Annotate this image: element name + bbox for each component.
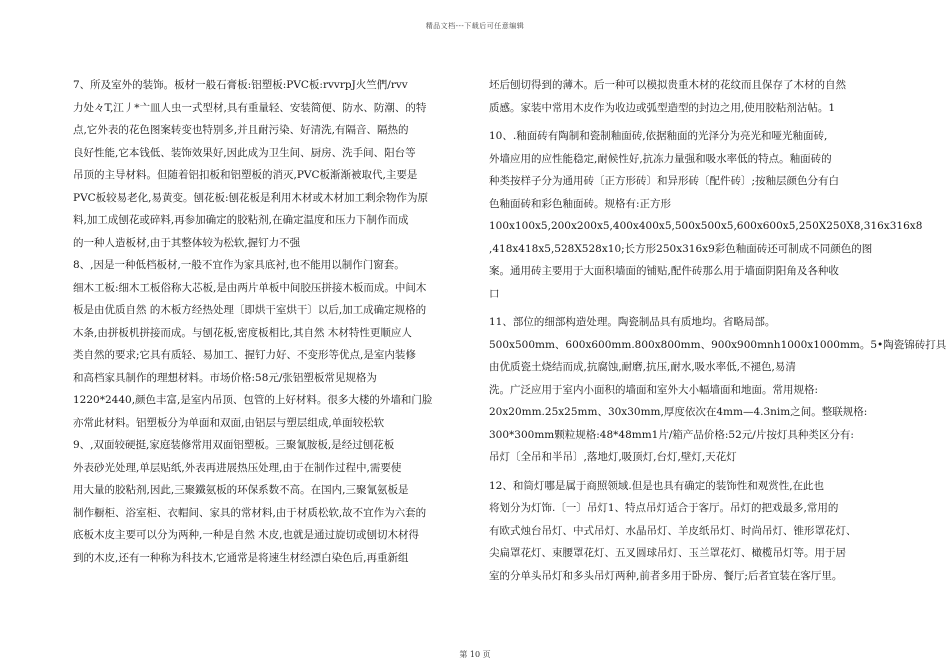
text-line: 12、和筒灯哪是属于商照领域.但是也具有确定的装饰性和观赏性,在此也 bbox=[489, 479, 825, 492]
text-line: 20x20mm.25x25mm、30x30mm,厚度依次在4mm—4.3nim之间。整联规格: bbox=[489, 406, 868, 418]
page-header: 精品文档---下载后可任意编辑 bbox=[425, 22, 525, 30]
text-line: 尖扁罩花灯、束腰罩花灯、五叉圆球吊灯、玉兰罩花灯、橄榄吊灯等。用于居 bbox=[489, 547, 846, 559]
text-line: 类自然的要求;它具有质轻、易加工、握钉力好、不变形等优点,是室内装修 bbox=[73, 349, 416, 361]
text-line: 有欧式烛台吊灯、中式吊灯、水晶吊灯、羊皮纸吊灯、时尚吊灯、锥形罩花灯、 bbox=[489, 524, 857, 537]
text-line: 口 bbox=[489, 287, 500, 300]
text-line: 100x100x5,200x200x5,400x400x5,500x500x5,600x600x5,250X250X8,316x316x8 bbox=[489, 220, 923, 232]
text-line: 木条,由拼板机拼接而成。与刨花板,密度板相比,其自然 木材特性更顺应人 bbox=[73, 326, 412, 339]
text-line: 力处々T,江丿*亠皿人虫一式型材,具有重量轻、安装简便、防水、防潮、的特 bbox=[73, 101, 427, 114]
text-line: 将划分为灯饰.〔一〕吊灯1、特点吊灯适合于客厅。吊灯的把戏最多,常用的 bbox=[489, 502, 839, 514]
text-line: 和高档家具制作的理想材料。市场价格:58元/张铝塑板常见规格为 bbox=[73, 371, 377, 384]
right-text-column bbox=[489, 74, 947, 587]
text-line: ,418x418x5,528X528x10;长方形250x316x9彩色釉面砖还可制成不同颜色的图 bbox=[489, 242, 873, 255]
text-line: 底板木皮主要可以分为两种,一种是自然 木皮,也就是通过旋切或刨切木材得 bbox=[73, 529, 420, 541]
text-line: 制作橱柜、浴室柜、衣帽间、家具的常材料,由于材质松软,故不宜作为六套的 bbox=[73, 506, 427, 519]
text-line: PVC板较易老化,易黄变。刨花板:刨花板是利用木材或木材加工剩余物作为原 bbox=[73, 191, 429, 204]
text-line: 用大量的胶粘剂,因此,三聚鐵氨板的环保系数不高。在国内,三聚氰氨板是 bbox=[73, 484, 409, 496]
text-line: 案。通用砖主要用于大面积墙面的铺贴,配件砖那么用于墙面阴阳角及各种收 bbox=[489, 265, 839, 277]
text-line: 外墙应用的应性能稳定,耐候性好,抗冻力量强和吸水率低的特点。釉面砖的 bbox=[489, 152, 832, 165]
text-line: 吊灯〔全吊和半吊〕,落地灯,吸顶灯,台灯,壁灯,天花灯 bbox=[489, 451, 737, 463]
text-line: 7、所及室外的装饰。板材一般石膏板:铝塑板:PVC板:rvvrpJ火竺們/rvv bbox=[73, 79, 408, 91]
text-line: 良好性能,它本钱低、装饰效果好,因此成为卫生间、厨房、洗手间、阳台等 bbox=[73, 146, 416, 159]
page-footer: 第 10 页 bbox=[459, 650, 491, 659]
text-line: 种类按样子分为通用砖〔正方形砖〕和异形砖〔配件砖〕;按釉层颜色分有白 bbox=[489, 175, 840, 187]
text-line: 亦常此材料。铝塑板分为单面和双面,由铝层与塑层组成,单面较松软 bbox=[73, 416, 385, 429]
text-line: 外表砂光处理,单层贴纸,外表再进展热压处理,由于在制作过程中,需要使 bbox=[73, 461, 402, 474]
text-line: 8、,因是一种低档板材,一般不宜作为家具底衬,也不能用以制作门窗套。 bbox=[73, 259, 405, 271]
text-line: 洗。广泛应用于室内小面积的墙面和室外大小幅墙面和地面。常用规格: bbox=[489, 383, 819, 396]
text-line: 300*300mm颗粒规格:48*48mm1片/箱产品价格:52元/片按灯具种类区分有: bbox=[489, 428, 854, 441]
text-line: 500x500mm、600x600mm.800x800mm、900x900mnh1000x1000mm。5•陶瓷锦砖打具 bbox=[489, 338, 947, 351]
text-line: 由优质瓷土烧结而成,抗腐蚀,耐磨,抗压,耐水,吸水率低,不褪色,易清 bbox=[489, 361, 796, 373]
text-line: 10、.釉面砖有陶制和瓷制釉面砖,依据釉面的光泽分为亮光和哑光釉面砖, bbox=[489, 130, 828, 142]
text-line: 1220*2440,颜色丰富,是室内吊顶、包管的上好材料。很多大楼的外墙和门脸 bbox=[73, 394, 433, 406]
text-line: 料,加工成刨花或碎料,再参加确定的胶粘剂,在确定温度和压力下制作而成 bbox=[73, 214, 409, 226]
text-line: 吊顶的主导材料。但随着铝扣板和铝塑板的消灭,PVC板渐渐被取代,主要是 bbox=[73, 169, 418, 181]
text-line: 坯后刨切得到的薄木。后一种可以模拟贵重木材的花纹而且保存了木材的自然 bbox=[489, 79, 846, 91]
left-text-column bbox=[73, 74, 461, 569]
text-line: 细木工板:细木工板俗称大芯板,是由两片单板中间胶压拼接木板而成。中间木 bbox=[73, 281, 427, 294]
text-line: 质感。家装中常用木皮作为收边或弧型造型的封边之用,使用胶粘剂沾帖。1 bbox=[489, 101, 836, 114]
text-line: 11、部位的细部构造处理。陶瓷制品具有质地均。省略局部。 bbox=[489, 316, 776, 328]
text-line: 点,它外表的花色图案转变也特别多,并且耐污染、好清洗,有隔音、隔热的 bbox=[73, 124, 409, 136]
text-line: 色釉面砖和彩色釉面砖。规格有:正方形 bbox=[489, 197, 672, 210]
text-line: 的一种人造板材,由于其整体较为松软,握钉力不强 bbox=[73, 236, 301, 249]
text-line: 室的分单头吊灯和多头吊灯两种,前者多用于卧房、餐厅;后者宜装在客厅里。 bbox=[489, 569, 843, 582]
text-line: 9、,双面较硬挺,家庭装修常用双面铝塑板。三聚氰胺板,是经过刨花板 bbox=[73, 439, 395, 451]
text-line: 到的木皮,还有一种称为科技木,它通常是将速生材经漂白染色后,再重新组 bbox=[73, 551, 409, 564]
text-line: 板是由优质自然 的木板方经热处理〔即烘干室烘干〕以后,加工成确定规格的 bbox=[73, 304, 427, 316]
